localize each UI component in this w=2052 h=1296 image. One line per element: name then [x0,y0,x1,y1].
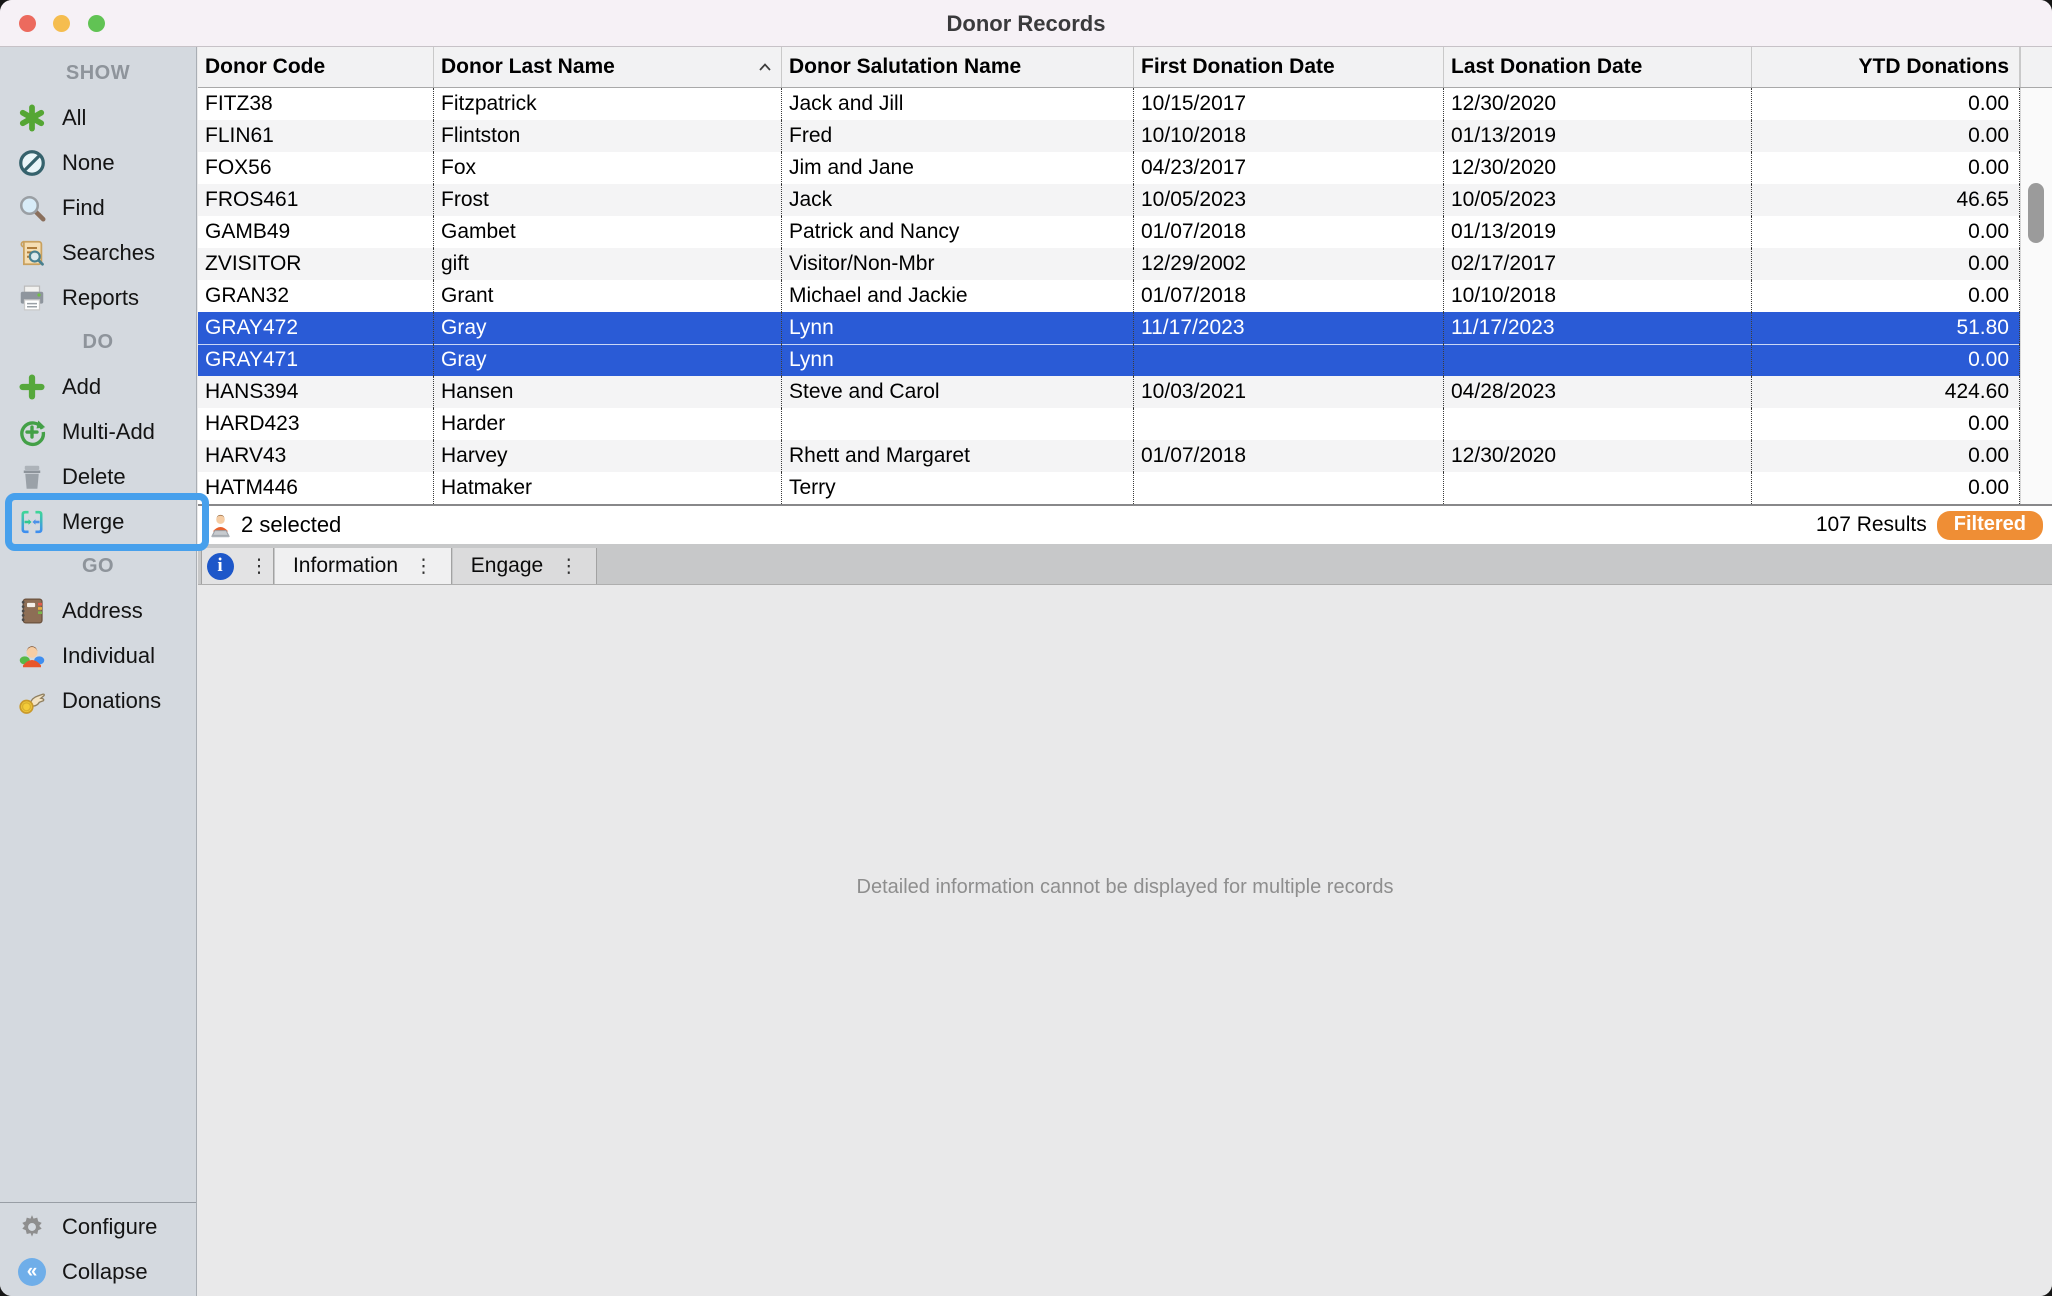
cell-last-name: Harder [434,408,782,440]
cell-last-date: 10/10/2018 [1444,280,1752,312]
cell-last-date: 12/30/2020 [1444,88,1752,120]
gear-icon [16,1211,48,1243]
cell-code: GRAY472 [198,312,434,344]
sidebar-section-label-show: SHOW [65,62,131,84]
sidebar-item-label: None [62,149,115,175]
cell-ytd: 0.00 [1752,216,2020,248]
table-row-gray471[interactable] [198,344,2020,376]
plus-icon [16,371,48,403]
sidebar-item-address[interactable] [0,588,196,633]
kebab-icon[interactable]: ⋮ [559,555,579,577]
cell-last-name: Gray [434,344,782,376]
cell-salutation: Jack and Jill [782,88,1134,120]
window-title: Donor Records [946,11,1106,36]
kebab-icon[interactable]: ⋮ [249,555,269,577]
column-header-label: Donor Code [205,55,326,78]
table-row-flin61[interactable] [198,120,2020,152]
sidebar-item-add[interactable] [0,364,196,409]
sidebar-item-label: Add [62,373,102,399]
sidebar-item-collapse[interactable] [0,1249,196,1294]
address-book-icon [16,595,48,627]
cell-salutation: Fred [782,120,1134,152]
sidebar-item-donations[interactable] [0,678,196,723]
column-header-last-donation-date[interactable] [1444,47,1752,87]
column-header-ytd-donations[interactable] [1752,47,2020,87]
column-header-donor-salutation-name[interactable] [782,47,1134,87]
cell-salutation: Steve and Carol [782,376,1134,408]
status-right [1816,511,2043,540]
multi-add-icon [16,416,48,448]
cell-last-date: 01/13/2019 [1444,216,1752,248]
vertical-scrollbar-track[interactable] [2020,88,2052,504]
title-bar [0,0,2052,47]
cell-first-date: 10/05/2023 [1134,184,1444,216]
cell-first-date: 11/17/2023 [1134,312,1444,344]
sidebar-item-label: Find [62,194,105,220]
cell-ytd: 46.65 [1752,184,2020,216]
sidebar-item-label: Reports [62,284,140,310]
cell-ytd: 0.00 [1752,248,2020,280]
cell-first-date: 01/07/2018 [1134,216,1444,248]
column-header-donor-code[interactable] [198,47,434,87]
cell-first-date [1134,408,1444,440]
cell-last-date: 10/05/2023 [1444,184,1752,216]
column-header-label: First Donation Date [1141,55,1335,78]
selected-count-label: 2 selected [241,512,342,537]
cell-ytd: 0.00 [1752,152,2020,184]
cell-last-name: Hatmaker [434,472,782,504]
cell-last-name: Hansen [434,376,782,408]
cell-ytd: 0.00 [1752,120,2020,152]
sidebar-sections [0,47,196,1202]
sidebar-footer [0,1203,196,1296]
cell-first-date [1134,344,1444,376]
table-row-zvisitor[interactable] [198,248,2020,280]
asterisk-icon [16,102,48,134]
sidebar [0,47,197,1296]
sidebar-item-label: Multi-Add [62,418,155,444]
table-body [198,88,2020,504]
sidebar-item-find[interactable] [0,185,196,230]
cell-code: FITZ38 [198,88,434,120]
results-count-label: 107 Results [1815,513,1927,536]
content-area [198,47,2052,1296]
header-scrollbar-corner [2020,47,2052,87]
sidebar-item-label: All [62,104,87,130]
cell-first-date: 01/07/2018 [1134,280,1444,312]
cell-last-date [1444,472,1752,504]
cell-code: FOX56 [198,152,434,184]
cell-salutation: Michael and Jackie [782,280,1134,312]
cell-last-date: 12/30/2020 [1444,152,1752,184]
sidebar-item-label: Donations [62,687,162,713]
cell-ytd: 0.00 [1752,344,2020,376]
sidebar-item-label: Merge [62,508,125,534]
table-row-gamb49[interactable] [198,216,2020,248]
cell-ytd: 0.00 [1752,88,2020,120]
merge-icon [16,506,48,538]
sidebar-item-configure[interactable] [0,1204,196,1249]
cell-ytd: 424.60 [1752,376,2020,408]
cell-first-date: 01/07/2018 [1134,440,1444,472]
no-entry-icon [16,147,48,179]
table-row-gran32[interactable] [198,280,2020,312]
cell-first-date: 12/29/2002 [1134,248,1444,280]
sidebar-item-label: Collapse [62,1258,148,1284]
cell-code: HANS394 [198,376,434,408]
column-header-label: YTD Donations [1858,55,2009,78]
cell-salutation [782,408,1134,440]
collapse-icon [16,1256,48,1288]
cell-code: HATM446 [198,472,434,504]
cell-salutation: Terry [782,472,1134,504]
person-icon [16,640,48,672]
status-bar [198,506,2052,544]
sidebar-item-multi-add[interactable] [0,409,196,454]
cell-last-name: Fitzpatrick [434,88,782,120]
tab-information-label: Information [292,554,399,577]
sort-ascending-icon [757,55,773,79]
sidebar-item-individual[interactable] [0,633,196,678]
cell-ytd: 0.00 [1752,472,2020,504]
sidebar-section-label-do: DO [82,331,114,353]
sidebar-item-delete[interactable] [0,454,196,499]
sidebar-item-none[interactable] [0,140,196,185]
hand-coin-icon [16,685,48,717]
cell-last-name: gift [434,248,782,280]
cell-ytd: 51.80 [1752,312,2020,344]
collapse-icon: « [18,1258,46,1286]
cell-last-name: Fox [434,152,782,184]
sidebar-item-label: Individual [62,642,155,668]
cell-last-date [1444,408,1752,440]
sidebar-item-label: Address [62,597,143,623]
vertical-scrollbar-thumb[interactable] [2028,183,2044,243]
cell-code: HARD423 [198,408,434,440]
cell-last-date: 01/13/2019 [1444,120,1752,152]
cell-first-date: 04/23/2017 [1134,152,1444,184]
column-header-donor-last-name[interactable] [434,47,782,87]
column-header-label: Donor Last Name [441,55,615,78]
detail-panel [198,585,2052,1296]
cell-salutation: Visitor/Non-Mbr [782,248,1134,280]
cell-code: GAMB49 [198,216,434,248]
sidebar-item-label: Delete [62,463,126,489]
kebab-icon[interactable]: ⋮ [414,555,434,577]
info-tab-segment[interactable] [201,548,274,584]
selected-info [207,512,341,539]
table-row-harv43[interactable] [198,440,2020,472]
table-row-gray472[interactable] [198,312,2020,344]
trash-icon [16,461,48,493]
cell-salutation: Patrick and Nancy [782,216,1134,248]
tab-bar [198,544,2052,585]
sidebar-item-all[interactable] [0,95,196,140]
cell-salutation: Jack [782,184,1134,216]
cell-last-name: Flintston [434,120,782,152]
cell-code: GRAN32 [198,280,434,312]
cell-salutation: Rhett and Margaret [782,440,1134,472]
sidebar-item-searches[interactable] [0,230,196,275]
cell-first-date: 10/10/2018 [1134,120,1444,152]
cell-last-name: Harvey [434,440,782,472]
cell-ytd: 0.00 [1752,280,2020,312]
cell-salutation: Lynn [782,344,1134,376]
scroll-search-icon [16,237,48,269]
magnifier-icon [16,192,48,224]
cell-salutation: Jim and Jane [782,152,1134,184]
tab-engage[interactable] [453,548,597,584]
tab-engage-label: Engage [470,554,544,577]
detail-panel-message: Detailed information cannot be displayed for multiple records [856,876,1394,898]
cell-code: FLIN61 [198,120,434,152]
cell-last-name: Gambet [434,216,782,248]
table-row-hard423[interactable] [198,408,2020,440]
table-row-fros461[interactable] [198,184,2020,216]
cell-first-date: 10/15/2017 [1134,88,1444,120]
cell-last-name: Grant [434,280,782,312]
cell-ytd: 0.00 [1752,440,2020,472]
cell-first-date [1134,472,1444,504]
table-row-fox56[interactable] [198,152,2020,184]
table-header [198,47,2052,88]
tab-information[interactable] [275,548,452,584]
cell-last-name: Frost [434,184,782,216]
cell-code: FROS461 [198,184,434,216]
column-header-label: Donor Salutation Name [789,55,1022,78]
cell-last-name: Gray [434,312,782,344]
cell-last-date: 02/17/2017 [1444,248,1752,280]
sidebar-item-merge[interactable] [0,499,196,544]
info-icon[interactable]: i [207,553,234,580]
sidebar-section-label-go: GO [81,555,115,577]
cell-last-date: 12/30/2020 [1444,440,1752,472]
column-header-first-donation-date[interactable] [1134,47,1444,87]
table-row-fitz38[interactable] [198,88,2020,120]
filtered-badge[interactable]: Filtered [1937,511,2043,540]
cell-last-date: 04/28/2023 [1444,376,1752,408]
cell-code: HARV43 [198,440,434,472]
cell-code: GRAY471 [198,344,434,376]
sidebar-item-label: Configure [62,1213,158,1239]
table-row-hatm446[interactable] [198,472,2020,504]
cell-ytd: 0.00 [1752,408,2020,440]
cell-first-date: 10/03/2021 [1134,376,1444,408]
person-laptop-icon [207,512,234,539]
cell-code: ZVISITOR [198,248,434,280]
sidebar-item-reports[interactable] [0,275,196,320]
cell-salutation: Lynn [782,312,1134,344]
column-header-label: Last Donation Date [1451,55,1643,78]
table-row-hans394[interactable] [198,376,2020,408]
cell-last-date [1444,344,1752,376]
cell-last-date: 11/17/2023 [1444,312,1752,344]
printer-icon [16,282,48,314]
sidebar-item-label: Searches [62,239,155,265]
